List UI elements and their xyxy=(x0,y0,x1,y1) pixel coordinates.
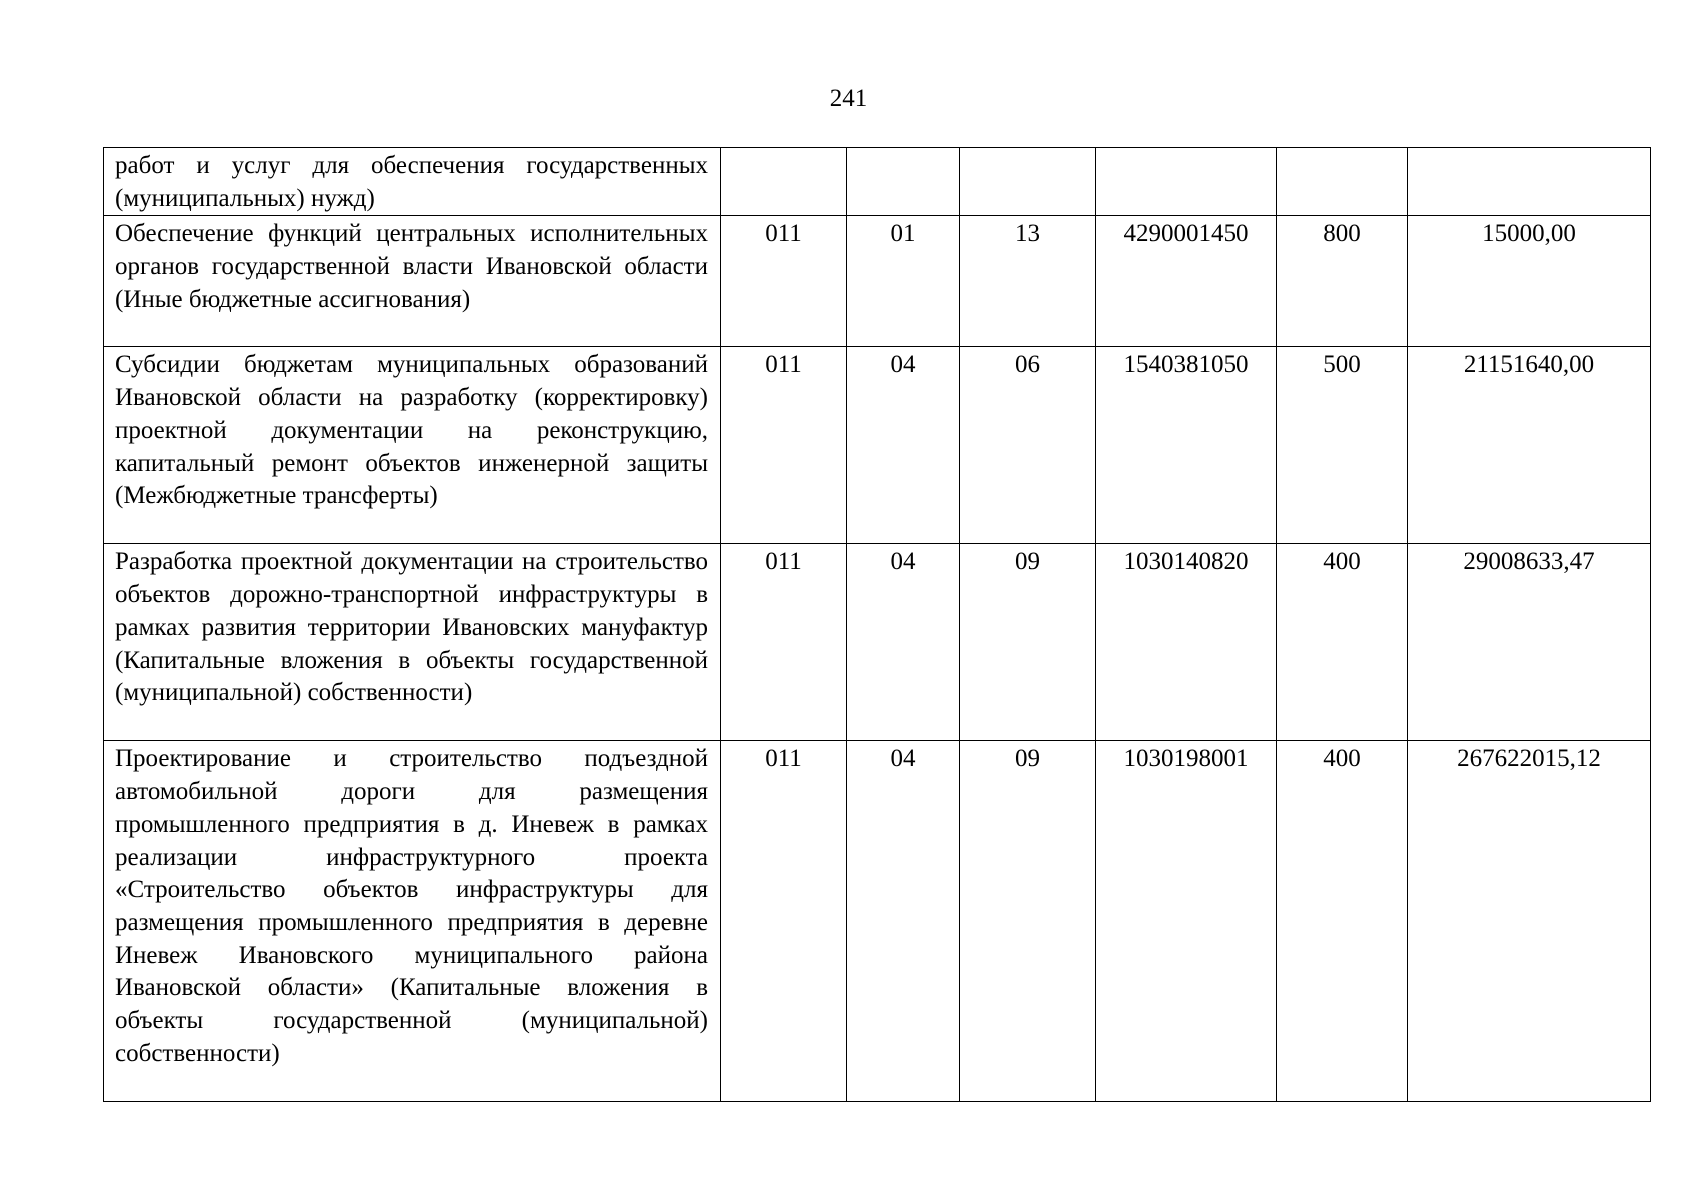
ministry-code-cell: 011 xyxy=(721,741,847,1102)
amount-cell: 29008633,47 xyxy=(1408,544,1651,741)
ministry-code-cell: 011 xyxy=(721,216,847,347)
ministry-code-cell: 011 xyxy=(721,347,847,544)
section-code-cell: 01 xyxy=(847,216,960,347)
row-description: Разработка проектной документации на строительство объектов дорожно-транспортной инфраструктуры в рамках развития территории Ивановских мануфактур (Капитальные вложения в объекты государственной (муниципальной) собственности) xyxy=(104,544,721,741)
section-code-cell: 04 xyxy=(847,544,960,741)
amount-cell xyxy=(1408,148,1651,216)
subsection-code-cell: 09 xyxy=(960,544,1096,741)
target-article-cell: 1540381050 xyxy=(1096,347,1277,544)
section-code-cell xyxy=(847,148,960,216)
amount-cell: 15000,00 xyxy=(1408,216,1651,347)
table-row xyxy=(104,347,1651,544)
ministry-code-cell xyxy=(721,148,847,216)
subsection-code-cell: 06 xyxy=(960,347,1096,544)
table-row xyxy=(104,216,1651,347)
target-article-cell: 1030198001 xyxy=(1096,741,1277,1102)
row-description: работ и услуг для обеспечения государственных (муниципальных) нужд) xyxy=(104,148,721,216)
section-code-cell: 04 xyxy=(847,741,960,1102)
expense-type-cell: 500 xyxy=(1277,347,1408,544)
section-code-cell: 04 xyxy=(847,347,960,544)
row-description: Проектирование и строительство подъездной автомобильной дороги для размещения промышленного предприятия в д. Иневеж в рамках реализации инфраструктурного проекта «Строительство объектов инфраструктуры для размещения промышленного предприятия в деревне Иневеж Ивановского муниципального района Ивановской области» (Капитальные вложения в объекты государственной (муниципальной) собственности) xyxy=(104,741,721,1102)
subsection-code-cell: 13 xyxy=(960,216,1096,347)
expense-type-cell: 800 xyxy=(1277,216,1408,347)
budget-table xyxy=(103,147,1651,1102)
subsection-code-cell xyxy=(960,148,1096,216)
row-description: Обеспечение функций центральных исполнительных органов государственной власти Ивановской области (Иные бюджетные ассигнования) xyxy=(104,216,721,347)
table-row xyxy=(104,148,1651,216)
amount-cell: 21151640,00 xyxy=(1408,347,1651,544)
row-description: Субсидии бюджетам муниципальных образований Ивановской области на разработку (корректировку) проектной документации на реконструкцию, капитальный ремонт объектов инженерной защиты (Межбюджетные трансферты) xyxy=(104,347,721,544)
subsection-code-cell: 09 xyxy=(960,741,1096,1102)
table-row xyxy=(104,544,1651,741)
table-row xyxy=(104,741,1651,1102)
expense-type-cell: 400 xyxy=(1277,544,1408,741)
amount-cell: 267622015,12 xyxy=(1408,741,1651,1102)
target-article-cell: 1030140820 xyxy=(1096,544,1277,741)
target-article-cell: 4290001450 xyxy=(1096,216,1277,347)
expense-type-cell xyxy=(1277,148,1408,216)
expense-type-cell: 400 xyxy=(1277,741,1408,1102)
target-article-cell xyxy=(1096,148,1277,216)
page-number: 241 xyxy=(829,85,868,112)
ministry-code-cell: 011 xyxy=(721,544,847,741)
